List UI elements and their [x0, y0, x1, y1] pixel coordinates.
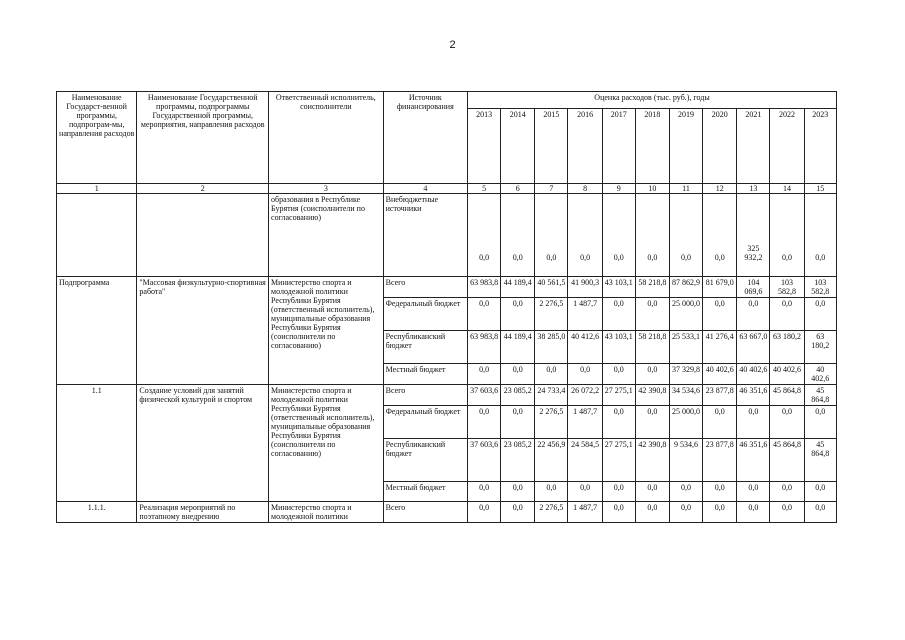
amount-cell: 0,0: [501, 364, 535, 385]
amount-cell: 2 276,5: [535, 406, 568, 439]
table-row: [57, 385, 837, 406]
header-year: 2015: [535, 109, 568, 184]
amount-cell: 1 487,7: [568, 406, 602, 439]
amount-cell: 63 180,2: [770, 331, 804, 364]
header-year: 2013: [468, 109, 501, 184]
amount-cell: 40 402,6: [703, 364, 737, 385]
column-numbers-row: [57, 184, 837, 194]
amount-cell: 0,0: [770, 482, 804, 502]
amount-cell: 0,0: [568, 364, 602, 385]
amount-cell: 40 402,6: [770, 364, 804, 385]
amount-cell: 0,0: [468, 502, 501, 523]
column-number: 13: [737, 184, 770, 194]
amount-cell: 0,0: [602, 298, 635, 331]
amount-cell: 42 390,8: [635, 385, 669, 406]
amount-cell: 1 487,7: [568, 502, 602, 523]
header-program-name: Наименование Государст-венной программы, подпрограм-мы, направления расходов: [57, 92, 137, 184]
amount-cell: 0,0: [770, 502, 804, 523]
amount-cell: 58 218,8: [635, 331, 669, 364]
amount-cell: 0,0: [635, 406, 669, 439]
amount-cell: 37 603,6: [468, 439, 501, 482]
amount-cell: 34 534,6: [669, 385, 702, 406]
amount-cell: 25 000,0: [669, 406, 702, 439]
amount-cell: 0,0: [568, 194, 602, 277]
header-estimate: Оценка расходов (тыс. руб.), годы: [468, 92, 837, 109]
header-year: 2019: [669, 109, 702, 184]
program-name-cell: "Массовая физкультурно-спортивная работа": [137, 277, 269, 385]
program-level-cell: 1.1.1.: [57, 502, 137, 523]
amount-cell: 43 103,1: [602, 277, 635, 298]
amount-cell: 24 733,4: [535, 385, 568, 406]
amount-cell: 27 275,1: [602, 385, 635, 406]
amount-cell: 0,0: [669, 194, 702, 277]
amount-cell: 0,0: [804, 194, 836, 277]
amount-cell: 0,0: [703, 502, 737, 523]
table-row: [57, 277, 837, 298]
program-name-cell: [137, 194, 269, 277]
column-number: 5: [468, 184, 501, 194]
amount-cell: 0,0: [804, 406, 836, 439]
amount-cell: 325 932,2: [737, 194, 770, 277]
amount-cell: 0,0: [669, 482, 702, 502]
column-number: 12: [703, 184, 737, 194]
funding-source-cell: Местный бюджет: [383, 364, 467, 385]
amount-cell: 1 487,7: [568, 298, 602, 331]
amount-cell: 40 412,6: [568, 331, 602, 364]
amount-cell: 37 603,6: [468, 385, 501, 406]
header-year: 2022: [770, 109, 804, 184]
column-number: 9: [602, 184, 635, 194]
amount-cell: 58 218,8: [635, 277, 669, 298]
amount-cell: 0,0: [602, 482, 635, 502]
funding-source-cell: Всего: [383, 277, 467, 298]
amount-cell: 0,0: [501, 482, 535, 502]
page-number: 2: [449, 39, 456, 51]
amount-cell: 43 103,1: [602, 331, 635, 364]
responsible-cell: образования в Республике Бурятия (соисполнители по согласованию): [269, 194, 384, 277]
amount-cell: 0,0: [468, 298, 501, 331]
amount-cell: 0,0: [703, 194, 737, 277]
amount-cell: 0,0: [468, 482, 501, 502]
amount-cell: 0,0: [635, 502, 669, 523]
amount-cell: 0,0: [468, 364, 501, 385]
amount-cell: 24 584,5: [568, 439, 602, 482]
amount-cell: 63 983,8: [468, 277, 501, 298]
amount-cell: 40 561,5: [535, 277, 568, 298]
column-number: 6: [501, 184, 535, 194]
amount-cell: 0,0: [703, 406, 737, 439]
header-year: 2018: [635, 109, 669, 184]
amount-cell: 104 069,6: [737, 277, 770, 298]
amount-cell: 44 189,4: [501, 277, 535, 298]
column-number: 15: [804, 184, 836, 194]
funding-source-cell: Республиканский бюджет: [383, 331, 467, 364]
amount-cell: 63 983,8: [468, 331, 501, 364]
amount-cell: 0,0: [535, 482, 568, 502]
amount-cell: 0,0: [501, 406, 535, 439]
amount-cell: 37 329,8: [669, 364, 702, 385]
amount-cell: 0,0: [737, 482, 770, 502]
amount-cell: 0,0: [737, 406, 770, 439]
amount-cell: 40 402,6: [737, 364, 770, 385]
amount-cell: 0,0: [602, 364, 635, 385]
amount-cell: 0,0: [703, 298, 737, 331]
amount-cell: 25 000,0: [669, 298, 702, 331]
amount-cell: 0,0: [635, 482, 669, 502]
amount-cell: 63 667,0: [737, 331, 770, 364]
amount-cell: 0,0: [804, 502, 836, 523]
amount-cell: 0,0: [770, 406, 804, 439]
funding-source-cell: Местный бюджет: [383, 482, 467, 502]
column-number: 7: [535, 184, 568, 194]
column-number: 10: [635, 184, 669, 194]
header-year: 2017: [602, 109, 635, 184]
amount-cell: 87 862,9: [669, 277, 702, 298]
responsible-cell: Министерство спорта и молодежной политики Республики Бурятия (ответственный исполнитель), муниципальные образования Республики Бурятия (соисполнители по согласованию): [269, 385, 384, 502]
amount-cell: 44 189,4: [501, 331, 535, 364]
program-name-cell: Создание условий для занятий физической культурой и спортом: [137, 385, 269, 502]
column-number: 1: [57, 184, 137, 194]
amount-cell: 46 351,6: [737, 385, 770, 406]
amount-cell: 23 877,8: [703, 439, 737, 482]
amount-cell: 0,0: [669, 502, 702, 523]
amount-cell: 0,0: [770, 194, 804, 277]
funding-source-cell: Всего: [383, 502, 467, 523]
responsible-cell: Министерство спорта и молодежной политики Республики Бурятия (ответственный исполнитель), муниципальные образования Республики Бурятия (соисполнители по согласованию): [269, 277, 384, 385]
amount-cell: 0,0: [602, 502, 635, 523]
amount-cell: 0,0: [468, 194, 501, 277]
program-level-cell: [57, 194, 137, 277]
amount-cell: 27 275,1: [602, 439, 635, 482]
amount-cell: 45 864,8: [770, 439, 804, 482]
program-level-cell: 1.1: [57, 385, 137, 502]
amount-cell: 0,0: [635, 194, 669, 277]
amount-cell: 40 402,6: [804, 364, 836, 385]
amount-cell: 0,0: [468, 406, 501, 439]
amount-cell: 0,0: [737, 298, 770, 331]
funding-source-cell: Всего: [383, 385, 467, 406]
amount-cell: 0,0: [568, 482, 602, 502]
amount-cell: 0,0: [703, 482, 737, 502]
header-funding-source: Источник финансирования: [383, 92, 467, 184]
header-year: 2016: [568, 109, 602, 184]
column-number: 3: [269, 184, 384, 194]
amount-cell: 42 390,8: [635, 439, 669, 482]
amount-cell: 22 456,9: [535, 439, 568, 482]
column-number: 4: [383, 184, 467, 194]
header-responsible: Ответственный исполнитель, соисполнители: [269, 92, 384, 184]
column-number: 2: [137, 184, 269, 194]
amount-cell: 0,0: [635, 364, 669, 385]
amount-cell: 0,0: [535, 194, 568, 277]
funding-source-cell: Федеральный бюджет: [383, 406, 467, 439]
program-name-cell: Реализация мероприятий по поэтапному внедрению: [137, 502, 269, 523]
amount-cell: 0,0: [501, 502, 535, 523]
amount-cell: 103 582,8: [804, 277, 836, 298]
amount-cell: 41 276,4: [703, 331, 737, 364]
amount-cell: 0,0: [804, 482, 836, 502]
amount-cell: 23 085,2: [501, 439, 535, 482]
amount-cell: 0,0: [501, 298, 535, 331]
amount-cell: 2 276,5: [535, 502, 568, 523]
amount-cell: 41 900,3: [568, 277, 602, 298]
amount-cell: 103 582,8: [770, 277, 804, 298]
header-year: 2023: [804, 109, 836, 184]
amount-cell: 2 276,5: [535, 298, 568, 331]
amount-cell: 0,0: [602, 194, 635, 277]
amount-cell: 45 864,8: [770, 385, 804, 406]
funding-source-cell: Республиканский бюджет: [383, 439, 467, 482]
amount-cell: 9 534,6: [669, 439, 702, 482]
amount-cell: 0,0: [737, 502, 770, 523]
table-row: [57, 194, 837, 277]
header-year: 2014: [501, 109, 535, 184]
amount-cell: 38 285,0: [535, 331, 568, 364]
column-number: 8: [568, 184, 602, 194]
amount-cell: 26 072,2: [568, 385, 602, 406]
header-year: 2020: [703, 109, 737, 184]
amount-cell: 0,0: [635, 298, 669, 331]
amount-cell: 23 085,2: [501, 385, 535, 406]
amount-cell: 63 180,2: [804, 331, 836, 364]
amount-cell: 0,0: [770, 298, 804, 331]
column-number: 11: [669, 184, 702, 194]
amount-cell: 0,0: [804, 298, 836, 331]
funding-source-cell: Федеральный бюджет: [383, 298, 467, 331]
responsible-cell: Министерство спорта и молодежной политики: [269, 502, 384, 523]
column-number: 14: [770, 184, 804, 194]
header-measure-name: Наименование Государственной программы, подпрограммы Государственной программы, мероприятия, направления расходов: [137, 92, 269, 184]
table-row: [57, 502, 837, 523]
funding-source-cell: Внебюджетные источники: [383, 194, 467, 277]
amount-cell: 45 864,8: [804, 439, 836, 482]
program-level-cell: Подпрограмма: [57, 277, 137, 385]
amount-cell: 45 864,8: [804, 385, 836, 406]
amount-cell: 23 877,8: [703, 385, 737, 406]
header-year: 2021: [737, 109, 770, 184]
header-row: [57, 92, 837, 109]
budget-table: [56, 91, 837, 523]
amount-cell: 25 533,1: [669, 331, 702, 364]
amount-cell: 0,0: [501, 194, 535, 277]
amount-cell: 46 351,6: [737, 439, 770, 482]
amount-cell: 0,0: [535, 364, 568, 385]
amount-cell: 81 679,0: [703, 277, 737, 298]
amount-cell: 0,0: [602, 406, 635, 439]
